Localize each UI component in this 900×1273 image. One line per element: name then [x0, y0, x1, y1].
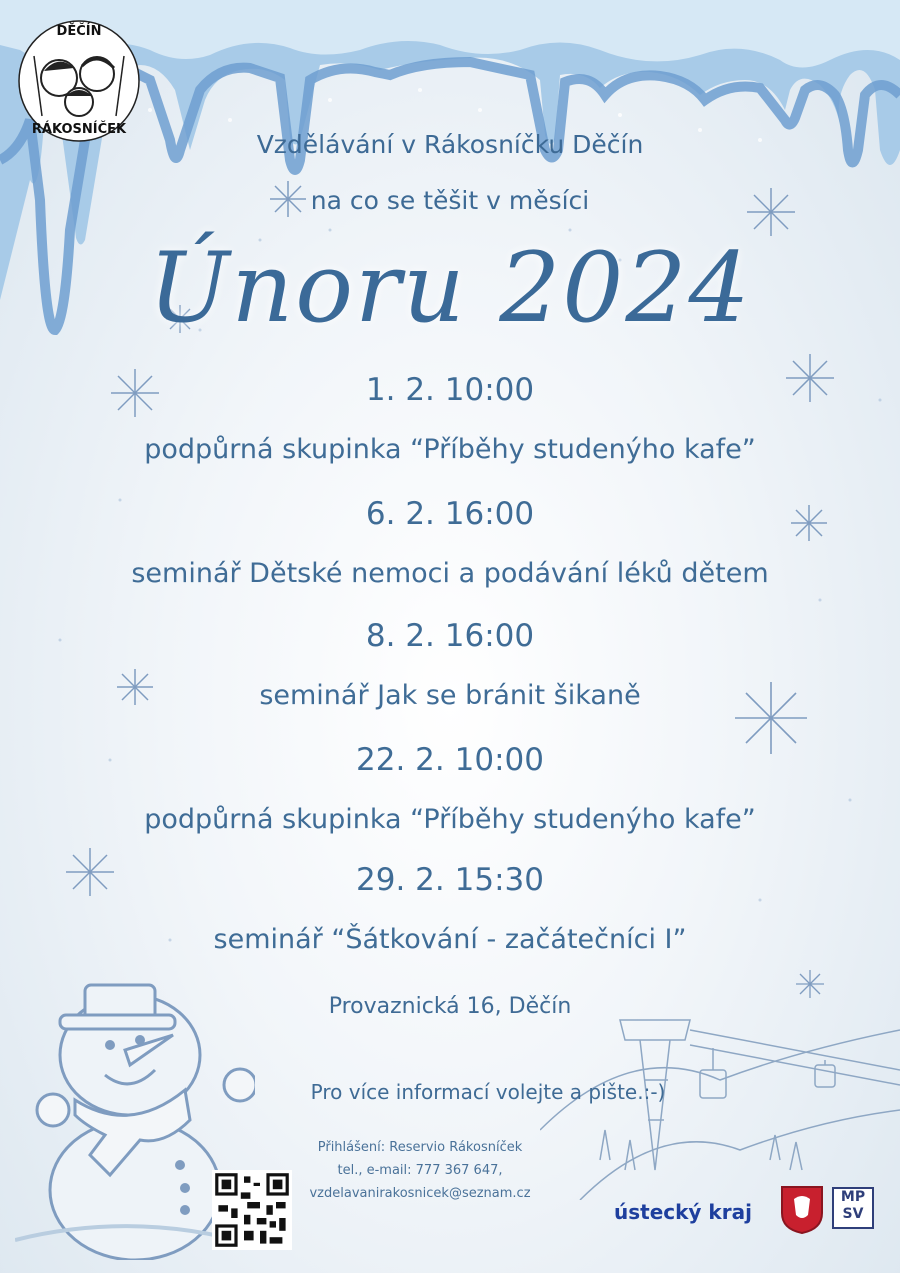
logo: [14, 16, 144, 146]
logo-bottom-text: RÁKOSNÍČEK: [31, 122, 127, 137]
contact-email[interactable]: vzdelavanirakosnicek@seznam.cz: [309, 1186, 531, 1201]
event-date: 29. 2. 15:30: [356, 862, 544, 898]
qr-code[interactable]: [212, 1170, 292, 1250]
header-line2: na co se těšit v měsíci: [310, 186, 590, 215]
header-line1: Vzdělávání v Rákosníčku Děčín: [256, 130, 644, 159]
event-description: podpůrná skupinka “Příběhy studenýho kafe”: [144, 804, 756, 835]
logo-top-text: DĚČÍN: [56, 24, 102, 39]
ustecky-kraj-logo: ústecký kraj: [614, 1200, 752, 1224]
coat-of-arms-icon: [780, 1185, 824, 1235]
mpsv-logo: [832, 1187, 874, 1229]
mpsv-bottom: SV: [842, 1206, 864, 1222]
cable-car-landscape: [540, 1010, 900, 1200]
event-date: 6. 2. 16:00: [365, 496, 535, 532]
contact-registration: Přihlášení: Reservio Rákosníček: [317, 1140, 523, 1155]
event-description: seminář Jak se bránit šikaně: [259, 680, 641, 711]
page-title: Únoru 2024: [148, 232, 752, 344]
event-description: seminář “Šátkování - začátečníci I”: [213, 924, 687, 955]
event-date: 8. 2. 16:00: [365, 618, 535, 654]
mpsv-top: MP: [840, 1189, 866, 1205]
event-description: seminář Dětské nemoci a podávání léků dětem: [131, 558, 769, 589]
event-date: 22. 2. 10:00: [356, 742, 544, 778]
contact-block: [270, 1136, 570, 1205]
address: Provaznická 16, Děčín: [328, 994, 572, 1019]
info-text: Pro více informací volejte a pište.:-): [310, 1080, 666, 1104]
event-date: 1. 2. 10:00: [365, 372, 535, 408]
event-description: podpůrná skupinka “Příběhy studenýho kafe”: [144, 434, 756, 465]
contact-phone: tel., e-mail: 777 367 647,: [337, 1163, 503, 1178]
